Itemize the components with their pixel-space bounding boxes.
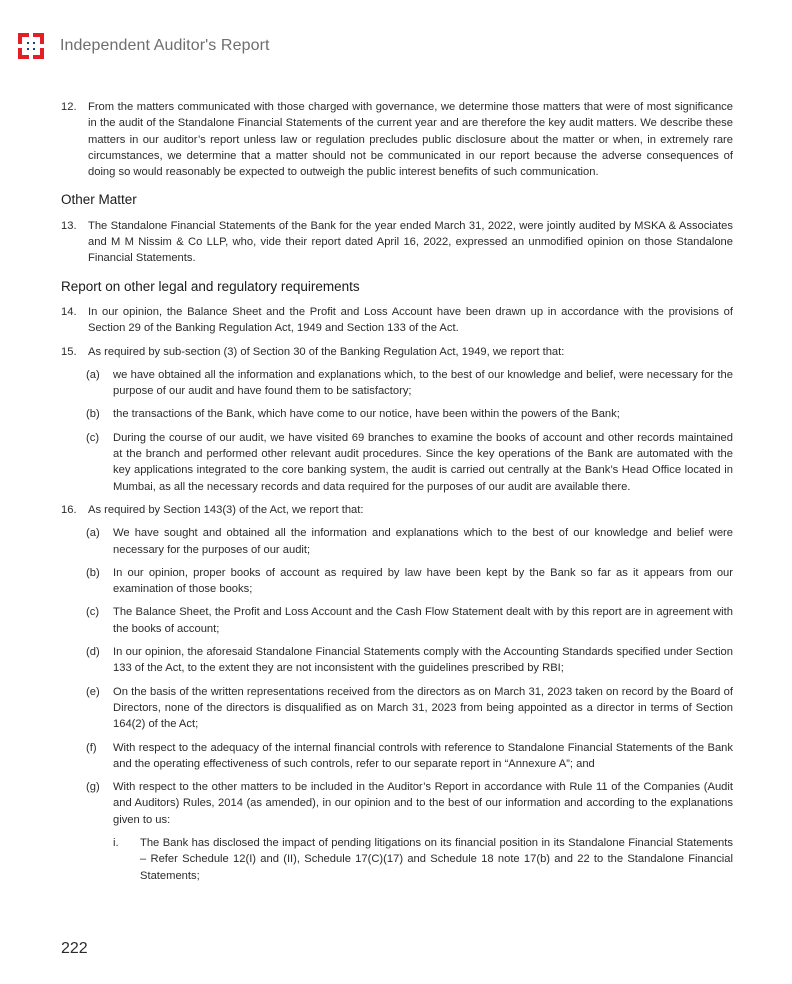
bank-logo-icon [18, 33, 44, 59]
sub-item-16d [61, 644, 733, 677]
paragraph-number: 14. [61, 305, 77, 318]
sub-item-label: (e) [86, 685, 100, 698]
sub-item-text: The Bank has disclosed the impact of pending litigations on its financial position in its Standalone Financial Statements – Refer Schedule 12(I) and (II), Schedule 17(C)(17) and Schedule 18 note 17(b) and 22 to the Standalone Financial Statements; [140, 836, 733, 882]
page-header [18, 33, 270, 59]
sub-item-text: In our opinion, the aforesaid Standalone Financial Statements comply with the Accounting Standards specified under Section 133 of the Act, to the extent they are not inconsistent with the guidelines prescribed by RBI; [113, 646, 733, 675]
sub-item-label: (c) [86, 431, 100, 444]
sub-item-text: we have obtained all the information and explanations which, to the best of our knowledge and belief, were necessary for the purpose of our audit and have found them to be satisfactory; [113, 368, 733, 398]
sub-item-15a [61, 367, 733, 400]
sub-item-text: During the course of our audit, we have visited 69 branches to examine the books of account and other records maintained at the branch and performed other relevant audit procedures. Since the key operations of the Bank are automated with the key applications integrated to the core banking system, the audit is carried out centrally at the Bank’s Head Office located in Mumbai, as all the necessary records and data required for the purposes of our audit are available there. [113, 431, 733, 493]
sub-item-text: With respect to the adequacy of the internal financial controls with reference to Standalone Financial Statements of the Bank and the operating effectiveness of such controls, refer to our separate report in “Annexure A”; and [113, 741, 733, 770]
paragraph-16 [61, 502, 733, 518]
report-body [61, 99, 733, 891]
sub-item-label: (c) [86, 606, 100, 619]
sub-item-text: the transactions of the Bank, which have come to our notice, have been within the powers of the Bank; [113, 408, 620, 421]
paragraph-14 [61, 304, 733, 337]
sub-item-text: The Balance Sheet, the Profit and Loss Account and the Cash Flow Statement dealt with by this report are in agreement with the books of account; [113, 606, 733, 635]
sub-item-16b [61, 565, 733, 598]
sub-item-text: With respect to the other matters to be included in the Auditor’s Report in accordance with Rule 11 of the Companies (Audit and Auditors) Rules, 2014 (as amended), in our opinion and to the best of our information and according to the explanations given to us: [113, 781, 733, 826]
paragraph-text: As required by sub-section (3) of Section 30 of the Banking Regulation Act, 1949, we report that: [88, 345, 565, 358]
sub-item-label: (g) [86, 781, 100, 794]
heading-legal-regulatory: Report on other legal and regulatory requirements [61, 278, 360, 294]
sub-item-label: (b) [86, 408, 100, 421]
sub-item-label: (f) [86, 741, 97, 754]
sub-item-label: (a) [86, 527, 100, 540]
heading-other-matter: Other Matter [61, 192, 137, 208]
sub-item-15b [61, 406, 733, 422]
paragraph-text: As required by Section 143(3) of the Act, we report that: [88, 503, 364, 516]
page-number: 222 [61, 940, 88, 957]
paragraph-text: The Standalone Financial Statements of the Bank for the year ended March 31, 2022, were jointly audited by MSKA & Associates and M M Nissim & Co LLP, who, vide their report dated April 16, 2022, expressed an unmodified opinion on those Standalone Financial Statements. [88, 219, 733, 265]
paragraph-12 [61, 99, 733, 180]
paragraph-number: 12. [61, 101, 77, 113]
sub-item-text: On the basis of the written representations received from the directors as on March 31, 2023 taken on record by the Board of Directors, none of the directors is disqualified as on March 31, 2023 from being appointed as a director in terms of Section 164(2) of the Act; [113, 685, 733, 731]
sub-item-text: We have sought and obtained all the information and explanations which to the best of our knowledge and belief were necessary for the purposes of our audit; [113, 527, 733, 556]
sub-item-16f [61, 740, 733, 773]
sub-item-label: (d) [86, 646, 100, 659]
sub-item-label: i. [113, 836, 119, 849]
sub-item-16a [61, 525, 733, 558]
sub-item-16g [61, 779, 733, 828]
sub-item-16c [61, 604, 733, 637]
sub-item-label: (b) [86, 566, 100, 579]
paragraph-15 [61, 344, 733, 360]
header-title: Independent Auditor's Report [60, 37, 270, 54]
sub-item-label: (a) [86, 368, 100, 381]
paragraph-text: From the matters communicated with those charged with governance, we determine those matters that were of most significance in the audit of the Standalone Financial Statements of the current year and are therefore the key audit matters. We describe these matters in our auditor’s report unless law or regulation precludes public disclosure about the matter or when, in extremely rare circumstances, we determine that a matter should not be communicated in our report because the adverse consequences of doing so would reasonably be expected to outweigh the public interest benefits of such communication. [88, 101, 733, 179]
paragraph-number: 13. [61, 219, 77, 232]
paragraph-text: In our opinion, the Balance Sheet and the Profit and Loss Account have been drawn up in accordance with the provisions of Section 29 of the Banking Regulation Act, 1949 and Section 133 of the Act. [88, 305, 733, 335]
paragraph-number: 15. [61, 345, 77, 358]
sub-item-15c [61, 430, 733, 495]
paragraph-13 [61, 218, 733, 267]
paragraph-number: 16. [61, 503, 77, 516]
sub-item-16g-i [61, 835, 733, 884]
sub-item-16e [61, 684, 733, 733]
sub-item-text: In our opinion, proper books of account as required by law have been kept by the Bank so far as it appears from our examination of those books; [113, 566, 733, 596]
